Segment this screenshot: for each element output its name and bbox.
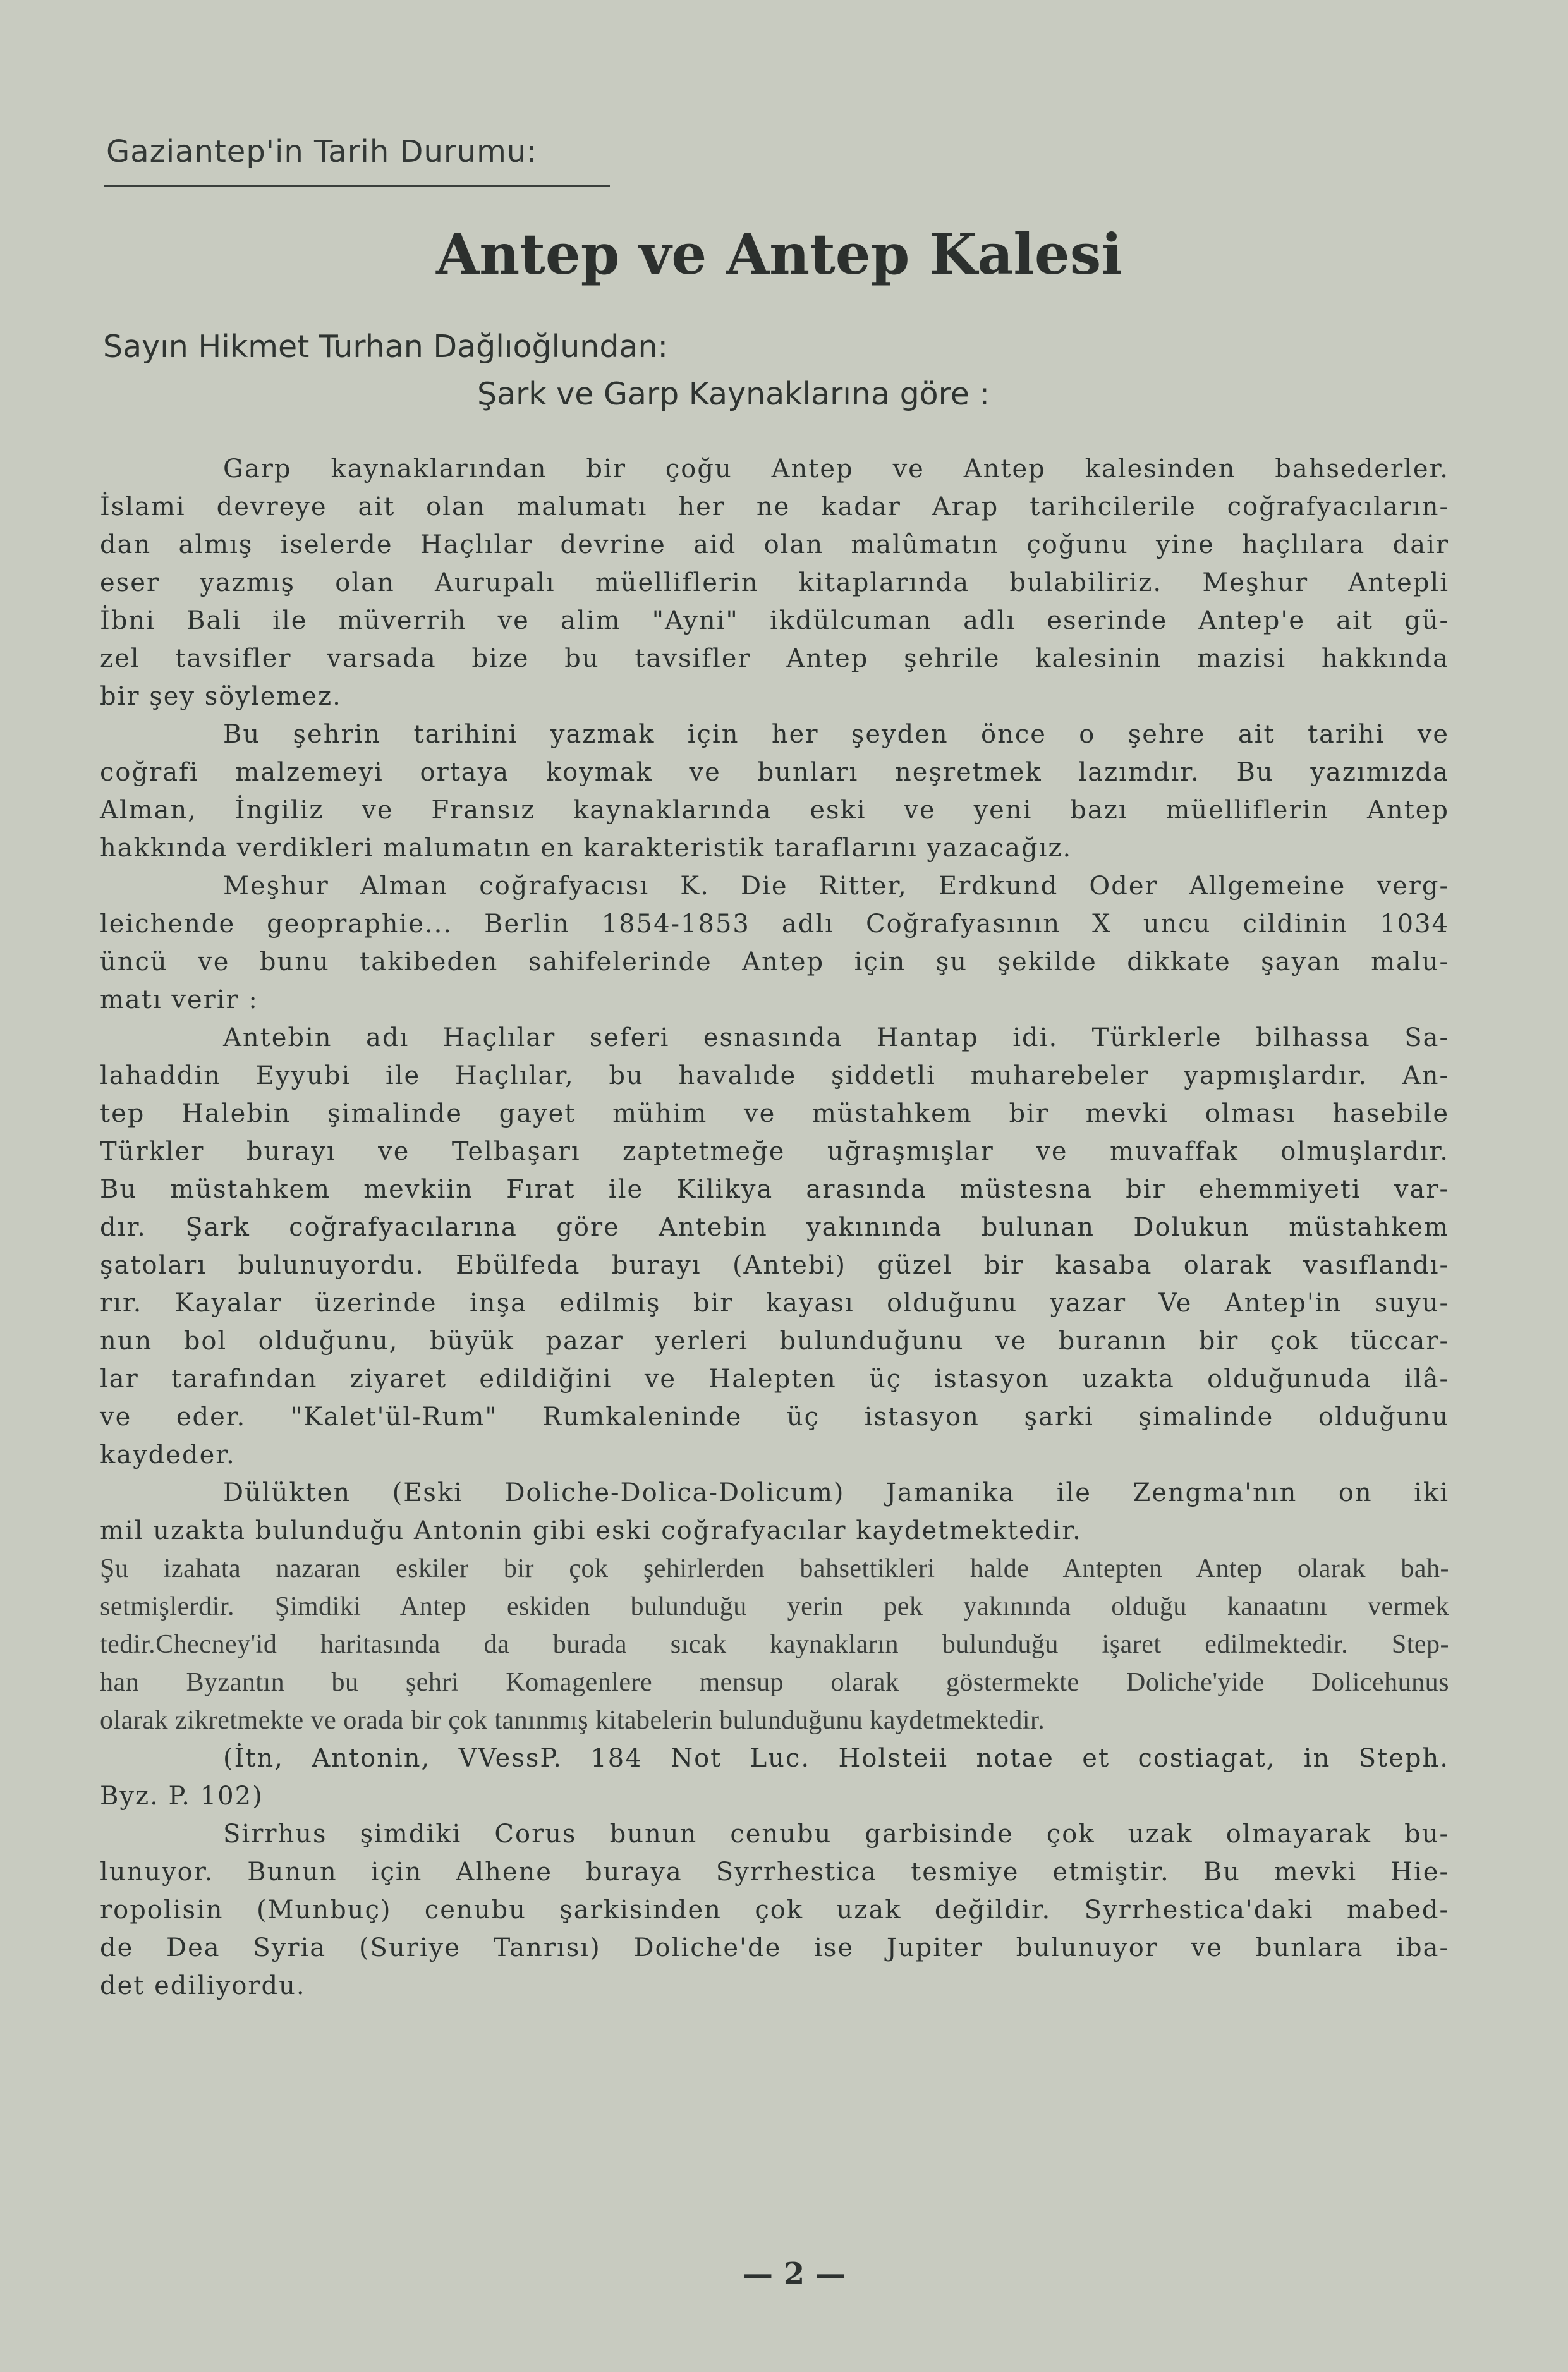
- citation-paragraph: [100, 1739, 1449, 1815]
- text-line: kaydeder.: [100, 1440, 236, 1469]
- text-line: Bu şehrin tarihini yazmak için her şeyden önce o şehre ait tarihi ve: [223, 720, 1449, 749]
- text-line: dan almış iselerde Haçlılar devrine aid olan malûmatın çoğunu yine haçlılara dair: [100, 530, 1449, 559]
- text-line: coğrafi malzemeyi ortaya koymak ve bunları neşretmek lazımdır. Bu yazımızda: [100, 758, 1449, 787]
- text-line: rır. Kayalar üzerinde inşa edilmiş bir kayası olduğunu yazar Ve Antep'in suyu-: [100, 1289, 1449, 1318]
- paragraph: [100, 1815, 1449, 2005]
- text-line: Antebin adı Haçlılar seferi esnasında Hantap idi. Türklerle bilhassa Sa-: [223, 1023, 1449, 1052]
- text-line: şatoları bulunuyordu. Ebülfeda burayı (Antebi) güzel bir kasaba olarak vasıflandı-: [100, 1251, 1449, 1280]
- paragraph: [100, 1550, 1449, 1739]
- text-line: nun bol olduğunu, büyük pazar yerleri bulunduğunu ve buranın bir çok tüccar-: [100, 1327, 1449, 1356]
- text-line: Alman, İngiliz ve Fransız kaynaklarında eski ve yeni bazı müelliflerin Antep: [100, 796, 1449, 825]
- page-number: — 2 —: [743, 2256, 846, 2292]
- text-line: det ediliyordu.: [100, 1971, 306, 2000]
- text-line: üncü ve bunu takibeden sahifelerinde Antep için şu şekilde dikkate şayan malu-: [100, 947, 1449, 976]
- text-line: leichende geopraphie... Berlin 1854-1853 adlı Coğrafyasının X uncu cildinin 1034: [100, 909, 1449, 939]
- text-line: İbni Bali ile müverrih ve alim "Ayni" ikdülcuman adlı eserinde Antep'e ait gü-: [100, 606, 1449, 635]
- text-line: dır. Şark coğrafyacılarına göre Antebin yakınında bulunan Dolukun müstahkem: [100, 1213, 1449, 1242]
- text-line: Dülükten (Eski Doliche-Dolica-Dolicum) Jamanika ile Zengma'nın on iki: [223, 1478, 1449, 1507]
- text-line: Şu izahata nazaran eskiler bir çok şehirlerden bahsettikleri halde Antepten Antep olarak bah-: [100, 1554, 1449, 1583]
- text-line: ve eder. "Kalet'ül-Rum" Rumkaleninde üç istasyon şarki şimalinde olduğunu: [100, 1402, 1449, 1432]
- text-line: zel tavsifler varsada bize bu tavsifler Antep şehrile kalesinin mazisi hakkında: [100, 644, 1449, 673]
- paragraph: [100, 450, 1449, 715]
- text-line: Türkler burayı ve Telbaşarı zaptetmeğe uğraşmışlar ve muvaffak olmuşlardır.: [100, 1137, 1449, 1166]
- text-line: eser yazmış olan Aurupalı müelliflerin kitaplarında bulabiliriz. Meşhur Antepli: [100, 568, 1449, 597]
- text-line: tedir.Checney'id haritasında da burada sıcak kaynakların bulunduğu işaret edilmektedir. Step-: [100, 1630, 1449, 1659]
- paragraph: [100, 1019, 1449, 1474]
- text-line: lahaddin Eyyubi ile Haçlılar, bu havalıde şiddetli muharebeler yapmışlardır. An-: [100, 1061, 1449, 1090]
- text-line: matı verir :: [100, 985, 258, 1014]
- text-line: (İtn, Antonin, VVessP. 184 Not Luc. Holsteii notae et costiagat, in Steph.: [223, 1744, 1449, 1773]
- text-line: İslami devreye ait olan malumatı her ne kadar Arap tarihcilerile coğrafyacıların-: [100, 492, 1449, 521]
- text-line: han Byzantın bu şehri Komagenlere mensup olarak göstermekte Doliche'yide Dolicehunus: [100, 1668, 1449, 1697]
- paragraph: [100, 1474, 1449, 1550]
- source-subline: Şark ve Garp Kaynaklarına göre :: [477, 376, 990, 412]
- section-label: Gaziantep'in Tarih Durumu:: [106, 134, 538, 169]
- text-line: setmişlerdir. Şimdiki Antep eskiden bulunduğu yerin pek yakınında olduğu kanaatını vermek: [100, 1592, 1449, 1621]
- text-line: Bu müstahkem mevkiin Fırat ile Kilikya arasında müstesna bir ehemmiyeti var-: [100, 1175, 1449, 1204]
- text-line: mil uzakta bulunduğu Antonin gibi eski coğrafyacılar kaydetmektedir.: [100, 1516, 1082, 1545]
- text-line: ropolisin (Munbuç) cenubu şarkisinden çok uzak değildir. Syrrhestica'daki mabed-: [100, 1895, 1449, 1925]
- text-line: Byz. P. 102): [100, 1782, 264, 1811]
- article-title: Antep ve Antep Kalesi: [436, 221, 1122, 287]
- paragraph: [100, 715, 1449, 867]
- text-line: lunuyor. Bunun için Alhene buraya Syrrhestica tesmiye etmiştir. Bu mevki Hie-: [100, 1858, 1449, 1887]
- text-line: Sirrhus şimdiki Corus bunun cenubu garbisinde çok uzak olmayarak bu-: [223, 1820, 1449, 1849]
- section-underline: [104, 185, 610, 187]
- text-line: lar tarafından ziyaret edildiğini ve Halepten üç istasyon uzakta olduğunuda ilâ-: [100, 1365, 1449, 1394]
- paragraph: [100, 867, 1449, 1019]
- text-line: Meşhur Alman coğrafyacısı K. Die Ritter, Erdkund Oder Allgemeine verg-: [223, 872, 1449, 901]
- article-body: [100, 450, 1449, 2005]
- text-line: bir şey söylemez.: [100, 682, 342, 711]
- text-line: Garp kaynaklarından bir çoğu Antep ve Antep kalesinden bahsederler.: [223, 454, 1449, 484]
- text-line: hakkında verdikleri malumatın en karakteristik taraflarını yazacağız.: [100, 834, 1073, 863]
- text-line: tep Halebin şimalinde gayet mühim ve müstahkem bir mevki olması hasebile: [100, 1099, 1449, 1128]
- text-line: olarak zikretmekte ve orada bir çok tanınmış kitabelerin bulunduğunu kaydetmektedir.: [100, 1706, 1045, 1735]
- text-line: de Dea Syria (Suriye Tanrısı) Doliche'de ise Jupiter bulunuyor ve bunlara iba-: [100, 1933, 1449, 1962]
- author-byline: Sayın Hikmet Turhan Dağlıoğlundan:: [103, 329, 669, 365]
